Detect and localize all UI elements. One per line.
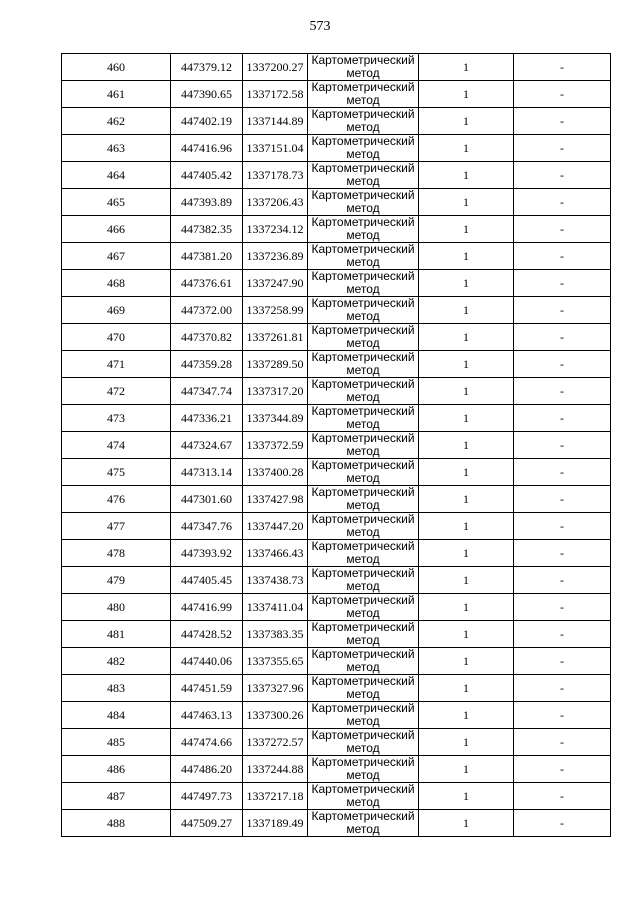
method-line-2: метод <box>346 444 380 458</box>
method-line-2: метод <box>346 174 380 188</box>
point-number-cell: 480 <box>62 594 171 621</box>
point-number-cell: 486 <box>62 756 171 783</box>
x-coordinate-cell: 447440.06 <box>171 648 243 675</box>
y-coordinate-cell: 1337289.50 <box>243 351 308 378</box>
x-coordinate-cell: 447347.74 <box>171 378 243 405</box>
point-number-cell: 473 <box>62 405 171 432</box>
point-number-cell: 461 <box>62 81 171 108</box>
table-row <box>62 243 611 270</box>
accuracy-cell: 1 <box>419 108 514 135</box>
method-line-1: Картометрический <box>311 755 415 769</box>
description-cell: - <box>514 108 611 135</box>
accuracy-cell: 1 <box>419 756 514 783</box>
x-coordinate-cell: 447451.59 <box>171 675 243 702</box>
accuracy-cell: 1 <box>419 405 514 432</box>
method-cell <box>308 189 419 216</box>
method-line-1: Картометрический <box>311 215 415 229</box>
method-line-1: Картометрический <box>311 593 415 607</box>
y-coordinate-cell: 1337172.58 <box>243 81 308 108</box>
method-line-2: метод <box>346 417 380 431</box>
point-number-cell: 472 <box>62 378 171 405</box>
table-row <box>62 729 611 756</box>
accuracy-cell: 1 <box>419 594 514 621</box>
y-coordinate-cell: 1337200.27 <box>243 54 308 81</box>
method-line-1: Картометрический <box>311 539 415 553</box>
accuracy-cell: 1 <box>419 81 514 108</box>
method-line-1: Картометрический <box>311 53 415 67</box>
x-coordinate-cell: 447324.67 <box>171 432 243 459</box>
method-line-2: метод <box>346 552 380 566</box>
method-line-2: метод <box>346 822 380 836</box>
method-cell <box>308 297 419 324</box>
y-coordinate-cell: 1337206.43 <box>243 189 308 216</box>
table-row <box>62 702 611 729</box>
table-row <box>62 432 611 459</box>
description-cell: - <box>514 486 611 513</box>
y-coordinate-cell: 1337411.04 <box>243 594 308 621</box>
method-line-2: метод <box>346 795 380 809</box>
description-cell: - <box>514 513 611 540</box>
point-number-cell: 484 <box>62 702 171 729</box>
x-coordinate-cell: 447393.89 <box>171 189 243 216</box>
x-coordinate-cell: 447301.60 <box>171 486 243 513</box>
x-coordinate-cell: 447474.66 <box>171 729 243 756</box>
accuracy-cell: 1 <box>419 270 514 297</box>
y-coordinate-cell: 1337217.18 <box>243 783 308 810</box>
method-line-2: метод <box>346 228 380 242</box>
table-row <box>62 513 611 540</box>
y-coordinate-cell: 1337372.59 <box>243 432 308 459</box>
x-coordinate-cell: 447359.28 <box>171 351 243 378</box>
accuracy-cell: 1 <box>419 432 514 459</box>
y-coordinate-cell: 1337244.88 <box>243 756 308 783</box>
method-line-2: метод <box>346 633 380 647</box>
method-line-1: Картометрический <box>311 404 415 418</box>
method-line-1: Картометрический <box>311 566 415 580</box>
method-cell <box>308 405 419 432</box>
x-coordinate-cell: 447372.00 <box>171 297 243 324</box>
accuracy-cell: 1 <box>419 783 514 810</box>
point-number-cell: 481 <box>62 621 171 648</box>
description-cell: - <box>514 459 611 486</box>
point-number-cell: 470 <box>62 324 171 351</box>
x-coordinate-cell: 447405.45 <box>171 567 243 594</box>
method-line-2: метод <box>346 741 380 755</box>
method-cell <box>308 270 419 297</box>
table-row <box>62 189 611 216</box>
y-coordinate-cell: 1337178.73 <box>243 162 308 189</box>
method-line-2: метод <box>346 66 380 80</box>
method-cell <box>308 243 419 270</box>
method-line-1: Картометрический <box>311 674 415 688</box>
table-row <box>62 567 611 594</box>
accuracy-cell: 1 <box>419 648 514 675</box>
point-number-cell: 469 <box>62 297 171 324</box>
method-line-2: метод <box>346 255 380 269</box>
description-cell: - <box>514 216 611 243</box>
table-row <box>62 756 611 783</box>
method-line-1: Картометрический <box>311 80 415 94</box>
method-line-2: метод <box>346 363 380 377</box>
method-line-1: Картометрический <box>311 296 415 310</box>
table-row <box>62 675 611 702</box>
y-coordinate-cell: 1337258.99 <box>243 297 308 324</box>
point-number-cell: 471 <box>62 351 171 378</box>
method-line-2: метод <box>346 201 380 215</box>
description-cell: - <box>514 648 611 675</box>
method-line-2: метод <box>346 120 380 134</box>
method-line-2: метод <box>346 498 380 512</box>
method-cell <box>308 135 419 162</box>
description-cell: - <box>514 81 611 108</box>
method-line-2: метод <box>346 687 380 701</box>
method-line-1: Картометрический <box>311 620 415 634</box>
y-coordinate-cell: 1337234.12 <box>243 216 308 243</box>
method-line-1: Картометрический <box>311 134 415 148</box>
description-cell: - <box>514 324 611 351</box>
method-line-1: Картометрический <box>311 323 415 337</box>
accuracy-cell: 1 <box>419 675 514 702</box>
accuracy-cell: 1 <box>419 135 514 162</box>
description-cell: - <box>514 189 611 216</box>
y-coordinate-cell: 1337355.65 <box>243 648 308 675</box>
y-coordinate-cell: 1337236.89 <box>243 243 308 270</box>
method-cell <box>308 81 419 108</box>
method-line-2: метод <box>346 390 380 404</box>
description-cell: - <box>514 135 611 162</box>
table-row <box>62 405 611 432</box>
accuracy-cell: 1 <box>419 189 514 216</box>
description-cell: - <box>514 162 611 189</box>
table-row <box>62 621 611 648</box>
method-line-2: метод <box>346 282 380 296</box>
accuracy-cell: 1 <box>419 729 514 756</box>
x-coordinate-cell: 447416.96 <box>171 135 243 162</box>
x-coordinate-cell: 447313.14 <box>171 459 243 486</box>
accuracy-cell: 1 <box>419 378 514 405</box>
description-cell: - <box>514 756 611 783</box>
x-coordinate-cell: 447370.82 <box>171 324 243 351</box>
method-line-2: метод <box>346 660 380 674</box>
coordinates-table <box>61 53 611 837</box>
method-line-1: Картометрический <box>311 458 415 472</box>
description-cell: - <box>514 729 611 756</box>
method-line-1: Картометрический <box>311 485 415 499</box>
method-cell <box>308 648 419 675</box>
accuracy-cell: 1 <box>419 702 514 729</box>
method-line-2: метод <box>346 93 380 107</box>
accuracy-cell: 1 <box>419 459 514 486</box>
x-coordinate-cell: 447402.19 <box>171 108 243 135</box>
point-number-cell: 464 <box>62 162 171 189</box>
point-number-cell: 460 <box>62 54 171 81</box>
point-number-cell: 477 <box>62 513 171 540</box>
description-cell: - <box>514 405 611 432</box>
y-coordinate-cell: 1337300.26 <box>243 702 308 729</box>
x-coordinate-cell: 447381.20 <box>171 243 243 270</box>
table-row <box>62 486 611 513</box>
table-row <box>62 297 611 324</box>
point-number-cell: 463 <box>62 135 171 162</box>
table-row <box>62 594 611 621</box>
description-cell: - <box>514 351 611 378</box>
table-row <box>62 540 611 567</box>
table-row <box>62 324 611 351</box>
table-row <box>62 810 611 837</box>
table-row <box>62 54 611 81</box>
method-line-1: Картометрический <box>311 242 415 256</box>
y-coordinate-cell: 1337438.73 <box>243 567 308 594</box>
page-number: 573 <box>309 19 331 34</box>
point-number-cell: 465 <box>62 189 171 216</box>
y-coordinate-cell: 1337247.90 <box>243 270 308 297</box>
point-number-cell: 462 <box>62 108 171 135</box>
y-coordinate-cell: 1337151.04 <box>243 135 308 162</box>
point-number-cell: 482 <box>62 648 171 675</box>
y-coordinate-cell: 1337144.89 <box>243 108 308 135</box>
description-cell: - <box>514 297 611 324</box>
method-line-2: метод <box>346 768 380 782</box>
method-cell <box>308 108 419 135</box>
method-cell <box>308 324 419 351</box>
method-line-1: Картометрический <box>311 350 415 364</box>
y-coordinate-cell: 1337317.20 <box>243 378 308 405</box>
method-line-2: метод <box>346 147 380 161</box>
method-cell <box>308 783 419 810</box>
accuracy-cell: 1 <box>419 297 514 324</box>
table-row <box>62 108 611 135</box>
method-line-1: Картометрический <box>311 701 415 715</box>
accuracy-cell: 1 <box>419 621 514 648</box>
accuracy-cell: 1 <box>419 216 514 243</box>
point-number-cell: 467 <box>62 243 171 270</box>
method-cell <box>308 216 419 243</box>
accuracy-cell: 1 <box>419 324 514 351</box>
description-cell: - <box>514 378 611 405</box>
method-cell <box>308 756 419 783</box>
accuracy-cell: 1 <box>419 567 514 594</box>
method-cell <box>308 567 419 594</box>
method-line-1: Картометрический <box>311 647 415 661</box>
accuracy-cell: 1 <box>419 243 514 270</box>
point-number-cell: 487 <box>62 783 171 810</box>
y-coordinate-cell: 1337272.57 <box>243 729 308 756</box>
y-coordinate-cell: 1337327.96 <box>243 675 308 702</box>
y-coordinate-cell: 1337427.98 <box>243 486 308 513</box>
method-cell <box>308 459 419 486</box>
method-line-1: Картометрический <box>311 809 415 823</box>
method-line-2: метод <box>346 471 380 485</box>
table-row <box>62 162 611 189</box>
x-coordinate-cell: 447428.52 <box>171 621 243 648</box>
x-coordinate-cell: 447463.13 <box>171 702 243 729</box>
x-coordinate-cell: 447376.61 <box>171 270 243 297</box>
method-cell <box>308 486 419 513</box>
y-coordinate-cell: 1337466.43 <box>243 540 308 567</box>
description-cell: - <box>514 432 611 459</box>
table-row <box>62 783 611 810</box>
point-number-cell: 468 <box>62 270 171 297</box>
accuracy-cell: 1 <box>419 162 514 189</box>
method-line-2: метод <box>346 714 380 728</box>
method-cell <box>308 810 419 837</box>
x-coordinate-cell: 447382.35 <box>171 216 243 243</box>
description-cell: - <box>514 675 611 702</box>
method-cell <box>308 729 419 756</box>
point-number-cell: 479 <box>62 567 171 594</box>
table-row <box>62 378 611 405</box>
method-line-2: метод <box>346 579 380 593</box>
method-line-2: метод <box>346 309 380 323</box>
x-coordinate-cell: 447405.42 <box>171 162 243 189</box>
description-cell: - <box>514 567 611 594</box>
description-cell: - <box>514 594 611 621</box>
method-line-1: Картометрический <box>311 161 415 175</box>
method-line-1: Картометрический <box>311 269 415 283</box>
method-line-1: Картометрический <box>311 782 415 796</box>
method-cell <box>308 162 419 189</box>
description-cell: - <box>514 54 611 81</box>
description-cell: - <box>514 810 611 837</box>
x-coordinate-cell: 447379.12 <box>171 54 243 81</box>
point-number-cell: 485 <box>62 729 171 756</box>
accuracy-cell: 1 <box>419 54 514 81</box>
method-line-1: Картометрический <box>311 107 415 121</box>
description-cell: - <box>514 783 611 810</box>
accuracy-cell: 1 <box>419 810 514 837</box>
method-line-2: метод <box>346 606 380 620</box>
method-line-1: Картометрический <box>311 431 415 445</box>
table-body <box>62 54 611 837</box>
table-row <box>62 270 611 297</box>
y-coordinate-cell: 1337189.49 <box>243 810 308 837</box>
table-row <box>62 459 611 486</box>
method-cell <box>308 432 419 459</box>
method-cell <box>308 594 419 621</box>
method-line-1: Картометрический <box>311 512 415 526</box>
table-row <box>62 81 611 108</box>
x-coordinate-cell: 447509.27 <box>171 810 243 837</box>
accuracy-cell: 1 <box>419 486 514 513</box>
method-cell <box>308 351 419 378</box>
description-cell: - <box>514 621 611 648</box>
point-number-cell: 478 <box>62 540 171 567</box>
accuracy-cell: 1 <box>419 513 514 540</box>
method-cell <box>308 702 419 729</box>
description-cell: - <box>514 702 611 729</box>
method-cell <box>308 54 419 81</box>
point-number-cell: 476 <box>62 486 171 513</box>
point-number-cell: 483 <box>62 675 171 702</box>
y-coordinate-cell: 1337447.20 <box>243 513 308 540</box>
table-row <box>62 216 611 243</box>
method-line-2: метод <box>346 525 380 539</box>
method-cell <box>308 675 419 702</box>
point-number-cell: 488 <box>62 810 171 837</box>
method-line-1: Картометрический <box>311 728 415 742</box>
method-line-1: Картометрический <box>311 188 415 202</box>
point-number-cell: 466 <box>62 216 171 243</box>
table-row <box>62 648 611 675</box>
method-cell <box>308 621 419 648</box>
y-coordinate-cell: 1337344.89 <box>243 405 308 432</box>
table-row <box>62 135 611 162</box>
x-coordinate-cell: 447416.99 <box>171 594 243 621</box>
accuracy-cell: 1 <box>419 351 514 378</box>
x-coordinate-cell: 447390.65 <box>171 81 243 108</box>
method-cell <box>308 540 419 567</box>
method-line-1: Картометрический <box>311 377 415 391</box>
table-row <box>62 351 611 378</box>
x-coordinate-cell: 447393.92 <box>171 540 243 567</box>
description-cell: - <box>514 243 611 270</box>
description-cell: - <box>514 540 611 567</box>
y-coordinate-cell: 1337400.28 <box>243 459 308 486</box>
accuracy-cell: 1 <box>419 540 514 567</box>
description-cell: - <box>514 270 611 297</box>
y-coordinate-cell: 1337383.35 <box>243 621 308 648</box>
x-coordinate-cell: 447336.21 <box>171 405 243 432</box>
x-coordinate-cell: 447486.20 <box>171 756 243 783</box>
method-cell <box>308 513 419 540</box>
x-coordinate-cell: 447497.73 <box>171 783 243 810</box>
method-line-2: метод <box>346 336 380 350</box>
method-cell <box>308 378 419 405</box>
x-coordinate-cell: 447347.76 <box>171 513 243 540</box>
point-number-cell: 475 <box>62 459 171 486</box>
point-number-cell: 474 <box>62 432 171 459</box>
y-coordinate-cell: 1337261.81 <box>243 324 308 351</box>
